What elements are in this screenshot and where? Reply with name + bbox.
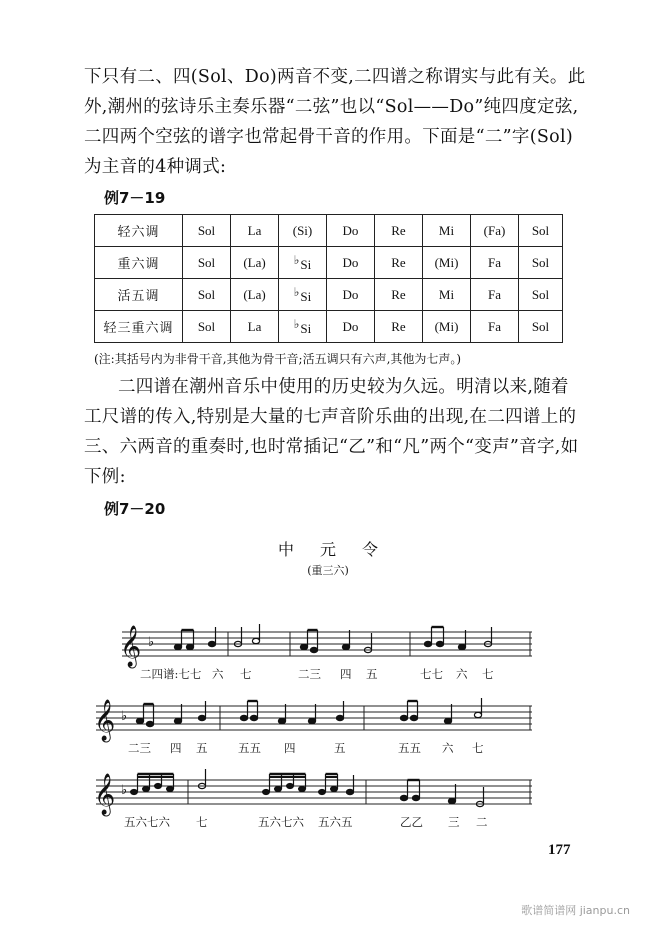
syllable: 七七 xyxy=(420,667,443,681)
scale-degree-text: (Mi) xyxy=(434,318,459,334)
scale-degree-text: Sol xyxy=(197,286,216,302)
scale-degree-cell xyxy=(327,279,375,311)
syllable: 五五 xyxy=(398,741,421,755)
syllable: 四 xyxy=(284,741,296,755)
treble-clef-icon: 𝄞 xyxy=(120,626,142,667)
scale-degree-cell xyxy=(231,215,279,247)
mode-name-cell: 重六调 xyxy=(95,247,183,279)
scale-degree-text: Sol xyxy=(531,222,550,238)
modes-table xyxy=(94,214,563,343)
scale-degree-text: Si xyxy=(300,256,312,272)
syllable: 五 xyxy=(334,741,346,755)
scale-degree-text: Do xyxy=(342,318,359,334)
music-staff-3 xyxy=(0,760,656,832)
scale-degree-cell xyxy=(375,215,423,247)
treble-clef-icon: 𝄞 xyxy=(94,774,116,815)
scale-degree-cell xyxy=(423,247,471,279)
scale-degree-cell xyxy=(183,279,231,311)
scale-degree-cell xyxy=(471,215,519,247)
flat-icon: ♭ xyxy=(121,709,128,724)
scale-degree-text: Do xyxy=(342,286,359,302)
syllable: 二 xyxy=(476,815,488,829)
flat-icon: ♭ xyxy=(121,783,128,798)
syllable: 七 xyxy=(472,741,484,755)
text-line: 为主音的4种调式: xyxy=(84,157,227,177)
watermark: 歌谱简谱网 jianpu.cn xyxy=(521,904,630,917)
scale-degree-text: Sol xyxy=(531,286,550,302)
scale-degree-text: Mi xyxy=(438,222,455,238)
flat-icon: ♭ xyxy=(293,316,300,331)
scale-degree-cell xyxy=(231,279,279,311)
scale-degree-text: La xyxy=(247,222,262,238)
scale-degree-cell xyxy=(183,215,231,247)
scale-degree-text: Re xyxy=(391,318,406,334)
example-label: 例7－20 xyxy=(104,500,166,518)
scale-degree-text: (La) xyxy=(243,286,266,302)
scale-degree-text: La xyxy=(247,318,262,334)
syllable: 乙乙 xyxy=(400,815,423,829)
scale-degree-text: Re xyxy=(391,222,406,238)
syllable: 五五 xyxy=(238,741,261,755)
page-number: 177 xyxy=(548,842,571,858)
scale-degree-text: Sol xyxy=(197,254,216,270)
scale-degree-cell xyxy=(471,311,519,343)
scale-degree-text: (Fa) xyxy=(483,222,506,238)
table-row xyxy=(95,247,563,279)
text-line: 下例: xyxy=(84,467,126,487)
text-line: 三、六两音的重奏时,也时常插记“乙”和“凡”两个“变声”音字,如 xyxy=(84,437,579,457)
text-line: 二四谱在潮州音乐中使用的历史较为久远。明清以来,随着 xyxy=(118,377,569,397)
scale-degree-cell xyxy=(183,311,231,343)
music-staff-1 xyxy=(0,612,656,684)
scale-degree-text: Sol xyxy=(197,222,216,238)
scale-degree-text: Sol xyxy=(531,254,550,270)
tune-subtitle: (重三六) xyxy=(307,564,349,577)
flat-icon: ♭ xyxy=(148,635,155,650)
scale-degree-cell xyxy=(471,279,519,311)
flat-icon: ♭ xyxy=(293,284,300,299)
treble-clef-icon: 𝄞 xyxy=(94,700,116,741)
scale-degree-text: (La) xyxy=(243,254,266,270)
scale-degree-text: Fa xyxy=(488,286,501,302)
scale-degree-text: Si xyxy=(300,288,312,304)
scale-degree-cell xyxy=(423,279,471,311)
scale-degree-cell xyxy=(423,311,471,343)
history-paragraph xyxy=(84,372,594,492)
mode-name-cell: 活五调 xyxy=(95,279,183,311)
scale-degree-cell xyxy=(231,311,279,343)
syllable: 五 xyxy=(196,741,208,755)
mode-name-cell: 轻三重六调 xyxy=(95,311,183,343)
scale-degree-cell xyxy=(519,279,563,311)
scale-degree-cell xyxy=(279,215,327,247)
syllable: 六 xyxy=(442,741,454,755)
syllable: 六 xyxy=(212,667,224,681)
scale-degree-cell xyxy=(519,311,563,343)
scale-degree-text: Sol xyxy=(197,318,216,334)
scale-degree-cell xyxy=(279,279,327,311)
flat-icon: ♭ xyxy=(293,252,300,267)
scale-degree-text: Do xyxy=(342,222,359,238)
mode-name-cell: 轻六调 xyxy=(95,215,183,247)
syllable: 二三 xyxy=(298,667,321,681)
syllable: 二三 xyxy=(128,741,151,755)
scale-degree-cell xyxy=(423,215,471,247)
scale-degree-text: Re xyxy=(391,286,406,302)
scale-degree-text: Re xyxy=(391,254,406,270)
scale-degree-cell xyxy=(279,247,327,279)
text-line: 下只有二、四(Sol、Do)两音不变,二四谱之称谓实与此有关。此 xyxy=(84,67,586,87)
scale-degree-cell xyxy=(519,247,563,279)
scale-degree-cell xyxy=(183,247,231,279)
scale-degree-cell xyxy=(375,279,423,311)
syllable: 二四谱:七七 xyxy=(140,667,202,681)
syllable: 七 xyxy=(196,815,208,829)
scale-degree-text: Mi xyxy=(438,286,455,302)
syllable: 七 xyxy=(482,667,494,681)
table-note: (注:其括号内为非骨干音,其他为骨干音;活五调只有六声,其他为七声。) xyxy=(94,352,462,366)
table-row xyxy=(95,311,563,343)
scale-degree-cell xyxy=(327,311,375,343)
scale-degree-text: Fa xyxy=(488,254,501,270)
scale-degree-cell xyxy=(375,247,423,279)
tune-title: 中元令 xyxy=(277,540,404,559)
scale-degree-text: Do xyxy=(342,254,359,270)
scale-degree-cell xyxy=(279,311,327,343)
scale-degree-text: (Mi) xyxy=(434,254,459,270)
text-line: 二四两个空弦的谱字也常起骨干音的作用。下面是“二”字(Sol) xyxy=(84,127,573,147)
scale-degree-cell xyxy=(327,247,375,279)
intro-paragraph xyxy=(84,62,594,182)
syllable: 四 xyxy=(170,741,182,755)
scale-degree-text: Fa xyxy=(488,318,501,334)
syllable: 五 xyxy=(366,667,378,681)
scale-degree-text: Si xyxy=(300,320,312,336)
syllable: 三 xyxy=(448,815,460,829)
syllable: 五六七六 xyxy=(258,815,304,829)
syllable: 五六七六 xyxy=(124,815,170,829)
scale-degree-cell xyxy=(471,247,519,279)
scale-degree-cell xyxy=(519,215,563,247)
text-line: 外,潮州的弦诗乐主奏乐器“二弦”也以“Sol——Do”纯四度定弦, xyxy=(84,97,579,117)
syllable: 七 xyxy=(240,667,252,681)
table-row xyxy=(95,279,563,311)
syllable: 五六五 xyxy=(318,815,353,829)
music-staff-2 xyxy=(0,686,656,758)
scale-degree-text: (Si) xyxy=(292,222,313,238)
text-line: 工尺谱的传入,特别是大量的七声音阶乐曲的出现,在二四谱上的 xyxy=(84,407,577,427)
example-label: 例7－19 xyxy=(104,189,166,207)
scale-degree-cell xyxy=(231,247,279,279)
syllable: 四 xyxy=(340,667,352,681)
scale-degree-cell xyxy=(327,215,375,247)
syllable: 六 xyxy=(456,667,468,681)
table-row xyxy=(95,215,563,247)
scale-degree-cell xyxy=(375,311,423,343)
scale-degree-text: Sol xyxy=(531,318,550,334)
